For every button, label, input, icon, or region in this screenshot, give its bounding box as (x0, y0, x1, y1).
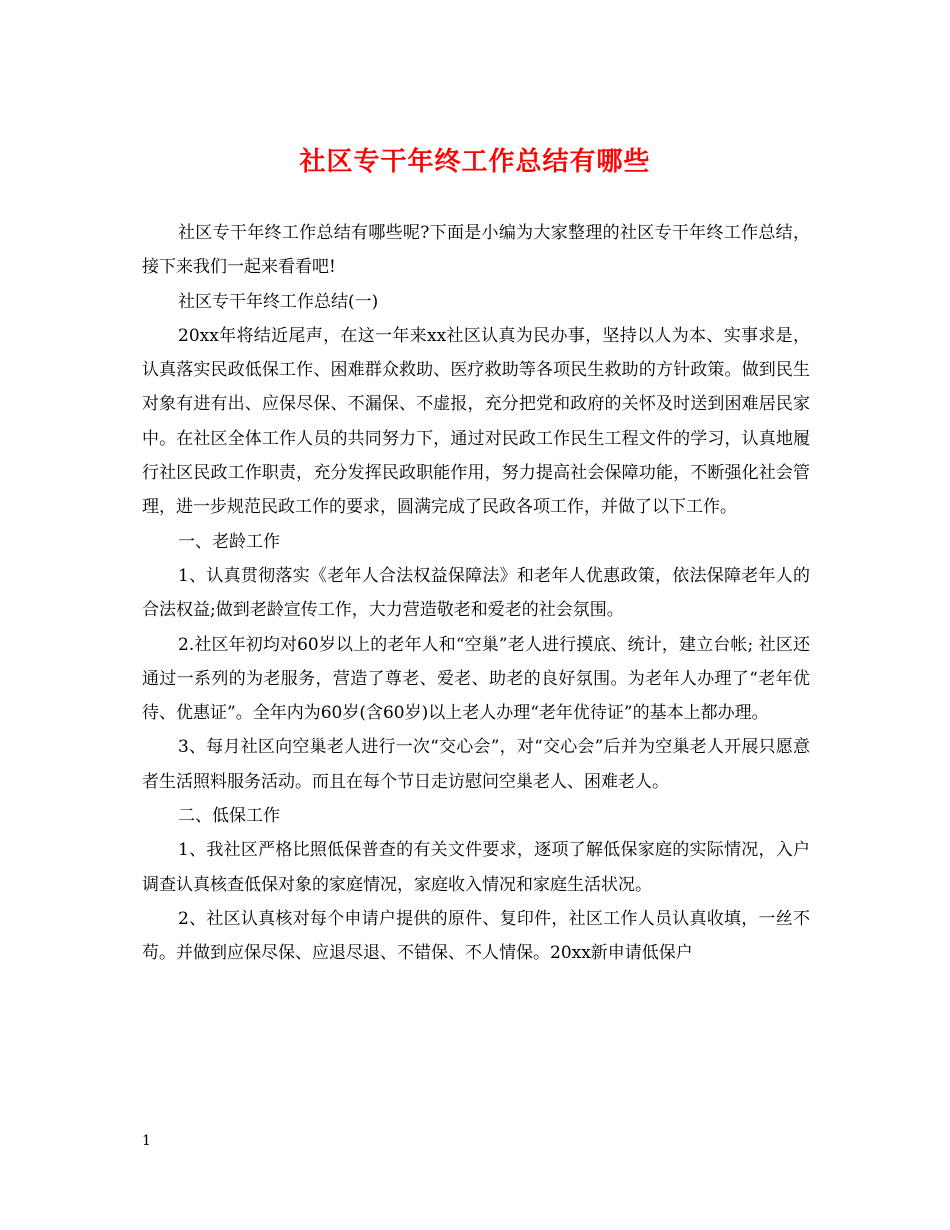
body-paragraph: 3、每月社区向空巢老人进行一次“交心会”，对“交心会”后并为空巢老人开展只愿意者生活照料服务活动。而且在每个节日走访慰问空巢老人、困难老人。 (142, 737, 810, 792)
section-heading: 社区专干年终工作总结(一) (178, 291, 379, 312)
body-paragraph: 1、我社区严格比照低保普查的有关文件要求，逐项了解低保家庭的实际情况，入户调查认真核查低保对象的家庭情况，家庭收入情况和家庭生活状况。 (142, 840, 810, 895)
document-body (142, 216, 810, 971)
body-paragraph: 1、认真贯彻落实《老年人合法权益保障法》和老年人优惠政策，依法保障老年人的合法权益;做到老龄宣传工作，大力营造敬老和爱老的社会氛围。 (142, 565, 810, 621)
body-paragraph: 2、社区认真核对每个申请户提供的原件、复印件，社区工作人员认真收填，一丝不苟。并做到应保尽保、应退尽退、不错保、不人情保。20xx新申请低保户 (142, 908, 810, 964)
intro-paragraph: 社区专干年终工作总结有哪些呢?下面是小编为大家整理的社区专干年终工作总结，接下来我们一起来看看吧! (142, 223, 810, 278)
section-heading: 二、低保工作 (178, 806, 280, 827)
section-heading: 一、老龄工作 (178, 531, 280, 552)
page-number: 1 (142, 1133, 151, 1149)
body-paragraph: 20xx年将结近尾声，在这一年来xx社区认真为民办事，坚持以人为本、实事求是，认真落实民政低保工作、困难群众救助、医疗救助等各项民生救助的方针政策。做到民生对象有进有出、应保尽保、不漏保、不虚报，充分把党和政府的关怀及时送到困难居民家中。在社区全体工作人员的共同努力下，通过对民政工作民生工程文件的学习，认真地履行社区民政工作职责，充分发挥民政职能作用，努力提高社会保障功能，不断强化社会管理，进一步规范民政工作的要求，圆满完成了民政各项工作，并做了以下工作。 (142, 325, 810, 518)
body-paragraph: 2.社区年初均对60岁以上的老年人和“空巢”老人进行摸底、统计，建立台帐; 社区还通过一系列的为老服务，营造了尊老、爱老、助老的良好氛围。为老年人办理了“老年优待、优惠证”。全年内为60岁(含60岁)以上老人办理“老年优待证”的基本上都办理。 (142, 634, 810, 724)
document-title: 社区专干年终工作总结有哪些 (299, 147, 651, 177)
